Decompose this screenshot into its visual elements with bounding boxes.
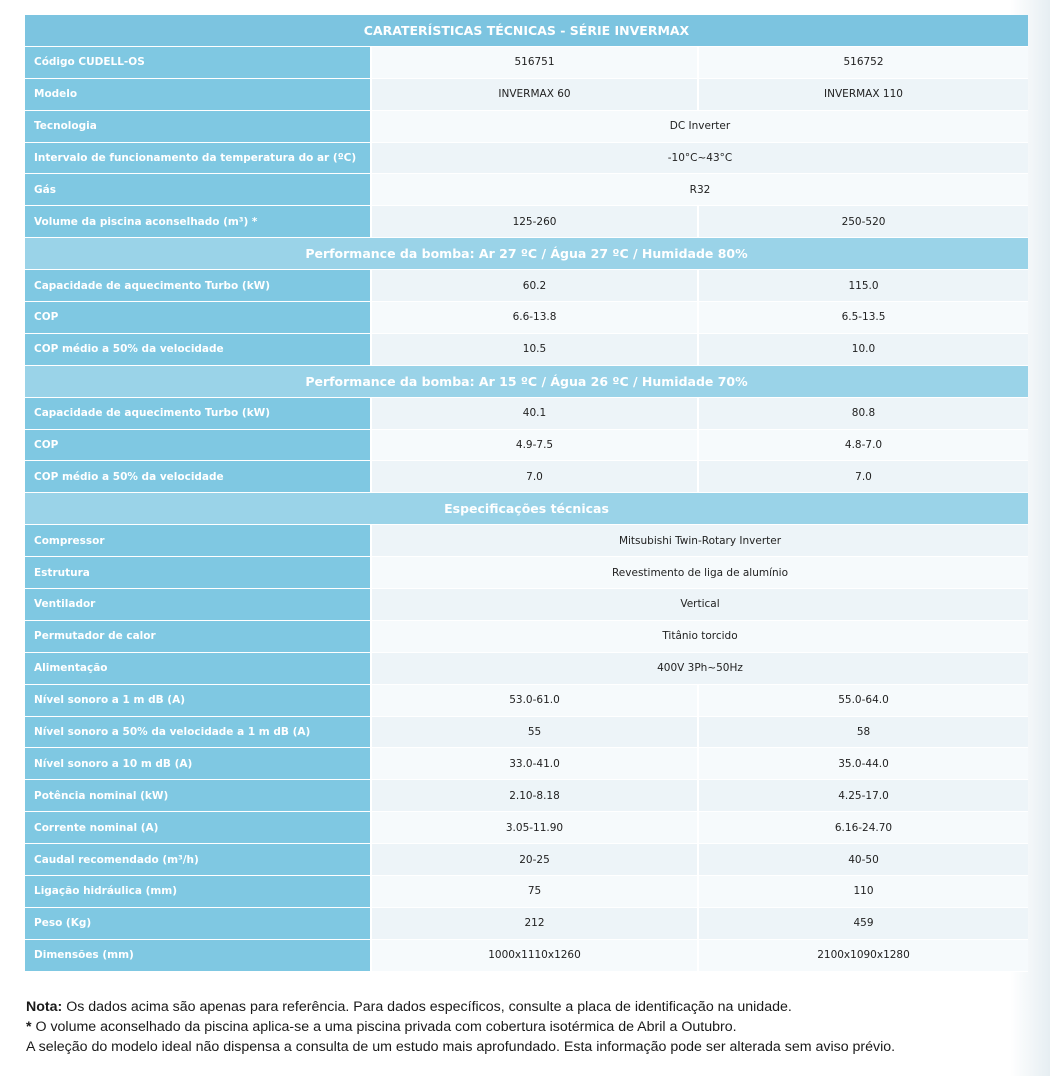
cell-invermax-60: 33.0-41.0: [372, 748, 699, 780]
row-label: Nível sonoro a 10 m dB (A): [25, 748, 372, 780]
cell-invermax-110: 40-50: [699, 844, 1028, 876]
disclaimer-text: A seleção do modelo ideal não dispensa a consulta de um estudo mais aprofundado. Esta informação pode ser alterada sem aviso prévio.: [26, 1039, 896, 1055]
row-label: Modelo: [25, 79, 372, 111]
note-label: Nota:: [26, 999, 63, 1015]
table-row: [25, 748, 1028, 780]
table-row: [25, 111, 1028, 143]
row-label: Ventilador: [25, 589, 372, 621]
cell-invermax-60: 75: [372, 876, 699, 908]
cell-invermax-110: 250-520: [699, 206, 1028, 238]
asterisk-note-text: O volume aconselhado da piscina aplica-se a uma piscina privada com cobertura isotérmica de Abril a Outubro.: [31, 1019, 737, 1035]
table-row: [25, 908, 1028, 940]
cell-shared-value: DC Inverter: [372, 111, 1028, 143]
cell-invermax-60: 20-25: [372, 844, 699, 876]
table-row: [25, 334, 1028, 366]
table-row: [25, 780, 1028, 812]
table-row: [25, 940, 1028, 972]
row-label: Gás: [25, 174, 372, 206]
row-label: Capacidade de aquecimento Turbo (kW): [25, 270, 372, 302]
cell-invermax-60: 55: [372, 717, 699, 749]
table-row: [25, 812, 1028, 844]
row-label: Nível sonoro a 1 m dB (A): [25, 685, 372, 717]
table-row: [25, 143, 1028, 175]
row-label: Ligação hidráulica (mm): [25, 876, 372, 908]
cell-invermax-110: 10.0: [699, 334, 1028, 366]
cell-invermax-60: 212: [372, 908, 699, 940]
note-text: Os dados acima são apenas para referência. Para dados específicos, consulte a placa de identificação na unidade.: [62, 999, 792, 1015]
cell-shared-value: Titânio torcido: [372, 621, 1028, 653]
cell-invermax-110: 2100x1090x1280: [699, 940, 1028, 972]
cell-invermax-60: 1000x1110x1260: [372, 940, 699, 972]
cell-shared-value: Revestimento de liga de alumínio: [372, 557, 1028, 589]
table-row: [25, 398, 1028, 430]
asterisk-mark: *: [26, 1019, 32, 1035]
row-label: Potência nominal (kW): [25, 780, 372, 812]
table-row: [25, 653, 1028, 685]
cell-shared-value: R32: [372, 174, 1028, 206]
table-row: [25, 844, 1028, 876]
cell-invermax-110: 110: [699, 876, 1028, 908]
row-label: Permutador de calor: [25, 621, 372, 653]
cell-invermax-110: 35.0-44.0: [699, 748, 1028, 780]
section-header: Performance da bomba: Ar 15 ºC / Água 26 ºC / Humidade 70%: [25, 366, 1028, 398]
table-row: [25, 589, 1028, 621]
cell-invermax-60: 10.5: [372, 334, 699, 366]
cell-invermax-60: 53.0-61.0: [372, 685, 699, 717]
cell-shared-value: Vertical: [372, 589, 1028, 621]
cell-invermax-110: 4.25-17.0: [699, 780, 1028, 812]
cell-invermax-110: 516752: [699, 47, 1028, 79]
row-label: COP: [25, 430, 372, 462]
cell-invermax-60: 4.9-7.5: [372, 430, 699, 462]
table-row: [25, 557, 1028, 589]
disclaimer-line: [26, 1037, 1016, 1057]
cell-invermax-60: 7.0: [372, 461, 699, 493]
row-label: Código CUDELL-OS: [25, 47, 372, 79]
row-label: Alimentação: [25, 653, 372, 685]
cell-invermax-110: 459: [699, 908, 1028, 940]
cell-invermax-60: 516751: [372, 47, 699, 79]
cell-invermax-110: INVERMAX 110: [699, 79, 1028, 111]
footnotes: [26, 997, 1016, 1057]
cell-invermax-110: 6.5-13.5: [699, 302, 1028, 334]
row-label: Corrente nominal (A): [25, 812, 372, 844]
row-label: Volume da piscina aconselhado (m³) *: [25, 206, 372, 238]
table-title: CARATERÍSTICAS TÉCNICAS - SÉRIE INVERMAX: [25, 15, 1028, 47]
cell-invermax-110: 6.16-24.70: [699, 812, 1028, 844]
table-row: [25, 461, 1028, 493]
cell-invermax-110: 80.8: [699, 398, 1028, 430]
table-row: [25, 430, 1028, 462]
section-header: Performance da bomba: Ar 27 ºC / Água 27 ºC / Humidade 80%: [25, 238, 1028, 270]
table-row: [25, 270, 1028, 302]
cell-shared-value: Mitsubishi Twin-Rotary Inverter: [372, 525, 1028, 557]
row-label: Intervalo de funcionamento da temperatura do ar (ºC): [25, 143, 372, 175]
cell-shared-value: 400V 3Ph~50Hz: [372, 653, 1028, 685]
row-label: Nível sonoro a 50% da velocidade a 1 m dB (A): [25, 717, 372, 749]
table-row: [25, 685, 1028, 717]
table-row: [25, 525, 1028, 557]
cell-invermax-110: 4.8-7.0: [699, 430, 1028, 462]
cell-invermax-60: 2.10-8.18: [372, 780, 699, 812]
cell-invermax-60: 6.6-13.8: [372, 302, 699, 334]
table-row: [25, 174, 1028, 206]
table-row: [25, 876, 1028, 908]
row-label: Caudal recomendado (m³/h): [25, 844, 372, 876]
cell-invermax-60: 125-260: [372, 206, 699, 238]
asterisk-note-line: [26, 1017, 1016, 1037]
table-row: [25, 47, 1028, 79]
cell-invermax-60: 3.05-11.90: [372, 812, 699, 844]
cell-invermax-110: 7.0: [699, 461, 1028, 493]
cell-invermax-110: 115.0: [699, 270, 1028, 302]
row-label: Compressor: [25, 525, 372, 557]
note-line: [26, 997, 1016, 1017]
table-row: [25, 302, 1028, 334]
cell-invermax-110: 58: [699, 717, 1028, 749]
row-label: COP médio a 50% da velocidade: [25, 461, 372, 493]
section-header-row: [25, 238, 1028, 270]
row-label: Tecnologia: [25, 111, 372, 143]
section-header-row: [25, 366, 1028, 398]
row-label: COP médio a 50% da velocidade: [25, 334, 372, 366]
table-row: [25, 206, 1028, 238]
cell-invermax-60: 60.2: [372, 270, 699, 302]
cell-invermax-60: INVERMAX 60: [372, 79, 699, 111]
cell-invermax-60: 40.1: [372, 398, 699, 430]
spec-table-body: [25, 15, 1028, 972]
row-label: Capacidade de aquecimento Turbo (kW): [25, 398, 372, 430]
table-row: [25, 621, 1028, 653]
table-title-row: [25, 15, 1028, 47]
cell-invermax-110: 55.0-64.0: [699, 685, 1028, 717]
row-label: Estrutura: [25, 557, 372, 589]
row-label: Dimensões (mm): [25, 940, 372, 972]
table-row: [25, 79, 1028, 111]
section-header: Especificações técnicas: [25, 493, 1028, 525]
cell-shared-value: -10°C~43°C: [372, 143, 1028, 175]
row-label: COP: [25, 302, 372, 334]
table-row: [25, 717, 1028, 749]
row-label: Peso (Kg): [25, 908, 372, 940]
spec-table: [25, 15, 1028, 972]
section-header-row: [25, 493, 1028, 525]
